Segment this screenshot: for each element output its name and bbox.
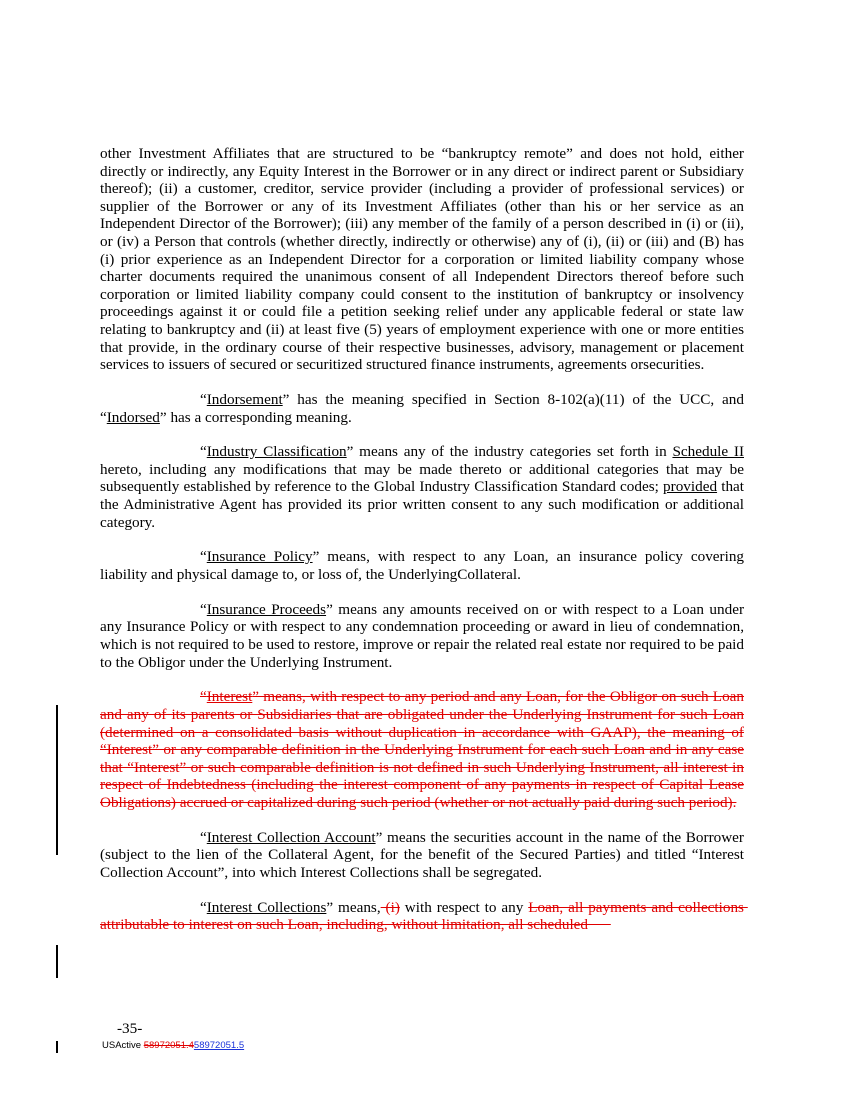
definition-industry-classification: “Industry Classification” means any of the industry categories set forth in Schedule II hereto, including any modifications that may be made thereto or additional categories that may be subsequently established by reference to the Global Industry Classification Standard codes; provided that the Administrative Agent has provided its prior written consent to any such modification or additional category. bbox=[100, 443, 744, 531]
term-indorsement: Indorsement bbox=[206, 390, 283, 408]
footer-old-doc-id: 58972051.4 bbox=[143, 1040, 194, 1051]
definition-indorsement: “Indorsement” has the meaning specified in Section 8-102(a)(11) of the UCC, and “Indorsed” has a corresponding meaning. bbox=[100, 390, 744, 426]
definition-interest-collections: “Interest Collections” means, (i) with respect to any Loan, all payments and collections attributable to interest on such Loan, including, without limitation, all scheduled bbox=[100, 898, 748, 934]
term-insurance-policy: Insurance Policy bbox=[206, 548, 313, 566]
change-bar-interest bbox=[56, 705, 58, 855]
change-bar-footer bbox=[56, 1041, 58, 1053]
term-insurance-proceeds: Insurance Proceeds bbox=[206, 600, 327, 618]
deleted-clause-marker: (i) bbox=[380, 898, 400, 916]
deleted-loan-text: Loan, all payments and collections attributable to interest on such Loan, including, without limitation, all scheduled bbox=[100, 898, 748, 934]
term-indorsed: Indorsed bbox=[106, 408, 160, 426]
definition-interest-deleted: “Interest” means, with respect to any period and any Loan, for the Obligor on such Loan and any of its parents or Subsidiaries that are obligated under the Underlying Instrument for such Loan (determined on a consolidated basis without duplication in accordance with GAAP), the meaning of “Interest” or any comparable definition in the Underlying Instrument for each such Loan and in any case that “Interest” or such comparable definition is not defined in such Underlying Instrument, all interest in respect of Indebtedness (including the interest component of any payments in respect of Capital Lease Obligations) accrued or capitalized during such period (whether or not actually paid during such period). bbox=[100, 688, 744, 811]
term-industry-classification: Industry Classification bbox=[206, 443, 347, 461]
term-interest-collection-account: Interest Collection Account bbox=[206, 828, 376, 846]
document-body bbox=[100, 145, 748, 951]
independent-director-continuation: other Investment Affiliates that are structured to be “bankruptcy remote” and does not hold, either directly or indirectly, any Equity Interest in the Borrower or in any direct or indirect parent or Subsidiary thereof); (ii) a customer, creditor, service provider (including a provider of professional services) or supplier of the Borrower or any of its Investment Affiliates (other than his or her service as an Independent Director of the Borrower); (iii) any member of the family of a person described in (i) or (ii), or (iv) a Person that controls (whether directly, indirectly or otherwise) any of (i), (ii) or (iii) and (B) has (i) prior experience as an Independent Director for a corporation or limited liability company whose charter documents required the unanimous consent of all Independent Directors thereof before such corporation or limited liability company could consent to the institution of bankruptcy or insolvency proceedings against it or could file a petition seeking relief under any applicable federal or state law relating to bankruptcy and (ii) at least five (5) years of employment experience with one or more entities that provide, in the ordinary course of their respective businesses, advisory, management or placement services to issuers of secured or securitized structured finance instruments, agreements orsecurities. bbox=[100, 145, 744, 374]
document-footer: USActive 58972051.458972051.5 bbox=[102, 1040, 245, 1051]
term-interest-collections: Interest Collections bbox=[206, 898, 327, 916]
provided-keyword: provided bbox=[663, 478, 718, 496]
definition-insurance-policy: “Insurance Policy” means, with respect to any Loan, an insurance policy covering liability and physical damage to, or loss of, the UnderlyingCollateral. bbox=[100, 548, 745, 584]
change-bar-interest-collections bbox=[56, 945, 58, 978]
schedule-reference: Schedule II bbox=[672, 443, 744, 461]
definition-insurance-proceeds: “Insurance Proceeds” means any amounts received on or with respect to a Loan under any Insurance Policy or with respect to any condemnation proceeding or award in lieu of condemnation, which is not required to be used to restore, improve or repair the related real estate nor required to be paid to the Obligor under the Underlying Instrument. bbox=[100, 600, 745, 671]
page-number: -35- bbox=[117, 1020, 143, 1037]
term-interest: Interest bbox=[206, 688, 253, 706]
footer-new-doc-id: 58972051.5 bbox=[193, 1040, 245, 1051]
definition-interest-collection-account: “Interest Collection Account” means the securities account in the name of the Borrower (subject to the lien of the Collateral Agent, for the benefit of the Secured Parties) and titled “Interest Collection Account”, into which Interest Collections shall be segregated. bbox=[100, 828, 744, 881]
